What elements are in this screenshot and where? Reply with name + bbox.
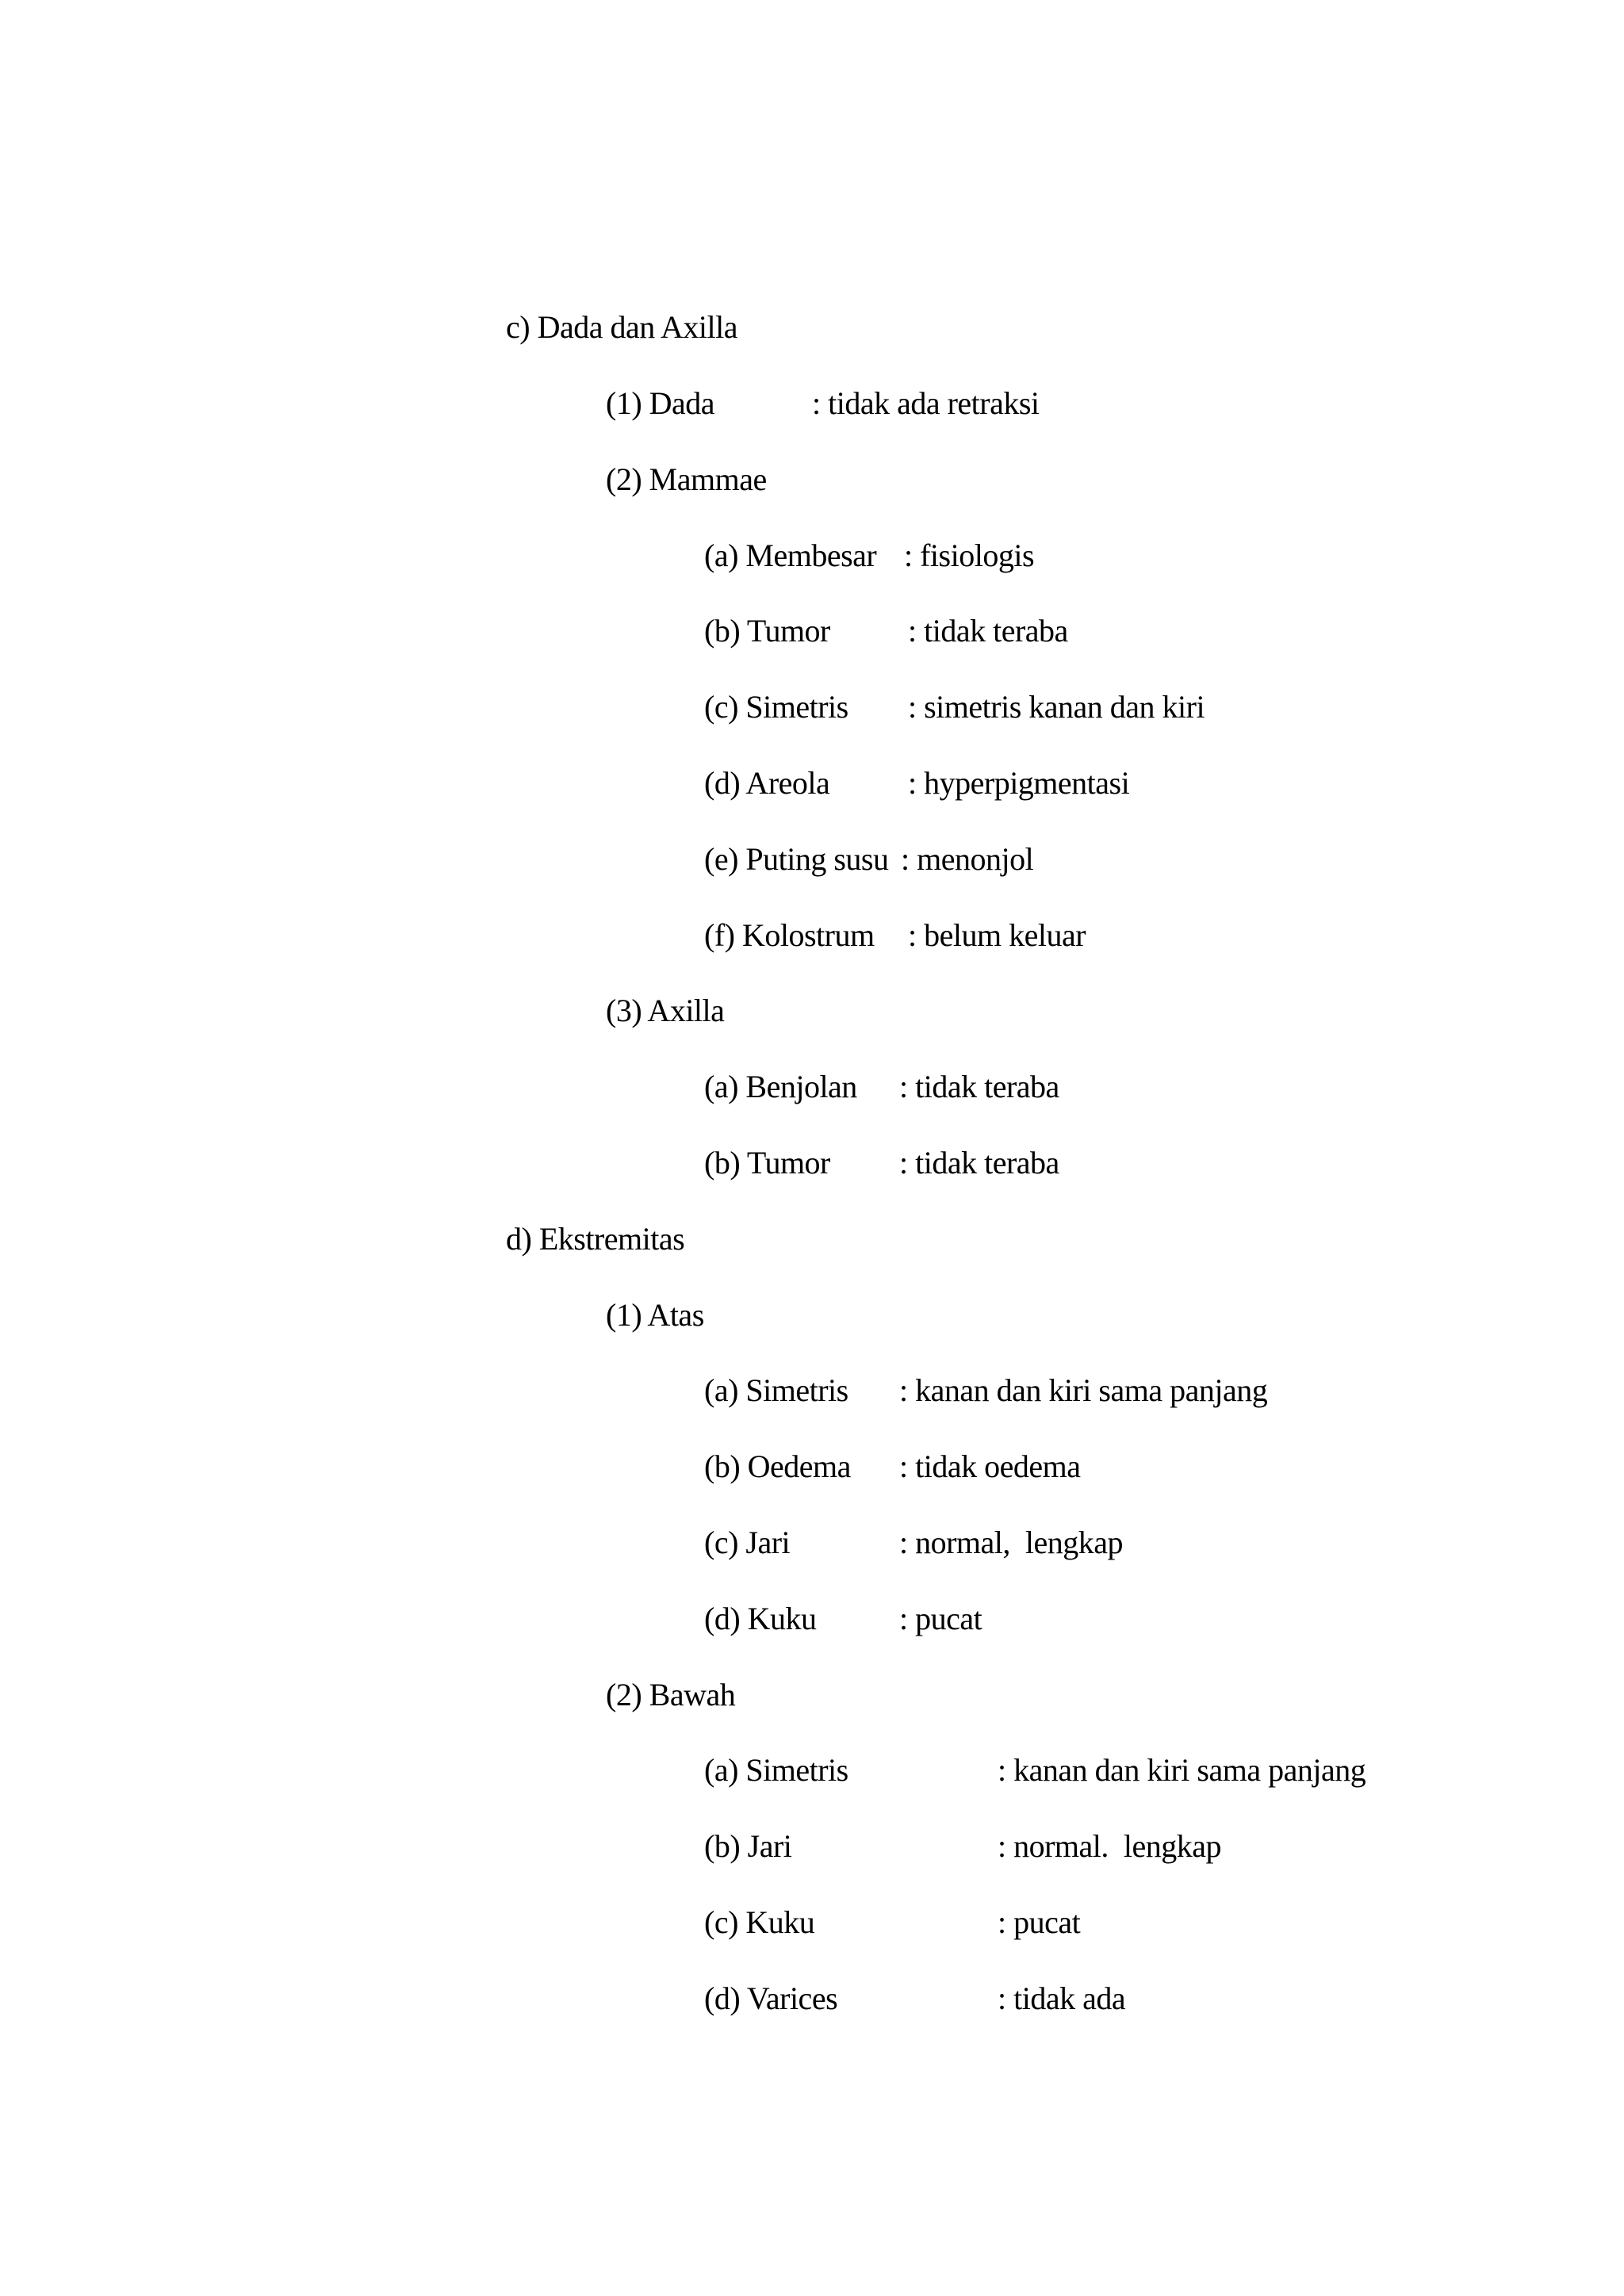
bawah-item-value: : tidak ada bbox=[998, 1980, 1126, 2016]
atas-item-value: : pucat bbox=[899, 1601, 982, 1636]
mammae-item-label: (e) Puting susu bbox=[704, 841, 889, 877]
mammae-heading: (2) Mammae bbox=[606, 461, 767, 497]
mammae-item-value: : fisiologis bbox=[904, 538, 1035, 573]
atas-item-label: (a) Simetris bbox=[704, 1372, 848, 1408]
bawah-item-value: : kanan dan kiri sama panjang bbox=[998, 1752, 1366, 1788]
mammae-item-value: : simetris kanan dan kiri bbox=[908, 689, 1205, 725]
atas-item-label: (b) Oedema bbox=[704, 1448, 851, 1484]
bawah-item-label: (a) Simetris bbox=[704, 1752, 848, 1788]
axilla-item-label: (a) Benjolan bbox=[704, 1069, 857, 1104]
section-d-heading: d) Ekstremitas bbox=[506, 1221, 685, 1257]
bawah-item-value: : normal. lengkap bbox=[998, 1828, 1222, 1864]
atas-item-value: : kanan dan kiri sama panjang bbox=[899, 1372, 1268, 1408]
mammae-item-label: (d) Areola bbox=[704, 765, 830, 801]
mammae-item-value: : hyperpigmentasi bbox=[908, 765, 1130, 801]
mammae-item-label: (f) Kolostrum bbox=[704, 917, 875, 953]
axilla-heading: (3) Axilla bbox=[606, 993, 725, 1028]
mammae-item-label: (b) Tumor bbox=[704, 613, 830, 649]
atas-heading: (1) Atas bbox=[606, 1297, 704, 1333]
mammae-item-value: : menonjol bbox=[901, 841, 1034, 877]
section-c-heading: c) Dada dan Axilla bbox=[506, 309, 737, 345]
mammae-item-value: : belum keluar bbox=[908, 917, 1086, 953]
mammae-item-value: : tidak teraba bbox=[908, 613, 1068, 649]
mammae-item-label: (a) Membesar bbox=[704, 538, 877, 573]
bawah-item-label: (d) Varices bbox=[704, 1980, 838, 2016]
bawah-item-label: (b) Jari bbox=[704, 1828, 792, 1864]
atas-item-value: : normal, lengkap bbox=[899, 1525, 1124, 1560]
bawah-item-label: (c) Kuku bbox=[704, 1904, 815, 1940]
axilla-item-value: : tidak teraba bbox=[899, 1145, 1059, 1181]
axilla-item-value: : tidak teraba bbox=[899, 1069, 1059, 1104]
axilla-item-label: (b) Tumor bbox=[704, 1145, 830, 1181]
atas-item-label: (d) Kuku bbox=[704, 1601, 817, 1636]
atas-item-value: : tidak oedema bbox=[899, 1448, 1081, 1484]
mammae-item-label: (c) Simetris bbox=[704, 689, 848, 725]
bawah-heading: (2) Bawah bbox=[606, 1677, 736, 1712]
dada-label: (1) Dada bbox=[606, 385, 715, 421]
atas-item-label: (c) Jari bbox=[704, 1525, 791, 1560]
bawah-item-value: : pucat bbox=[998, 1904, 1081, 1940]
dada-value: : tidak ada retraksi bbox=[812, 385, 1040, 421]
